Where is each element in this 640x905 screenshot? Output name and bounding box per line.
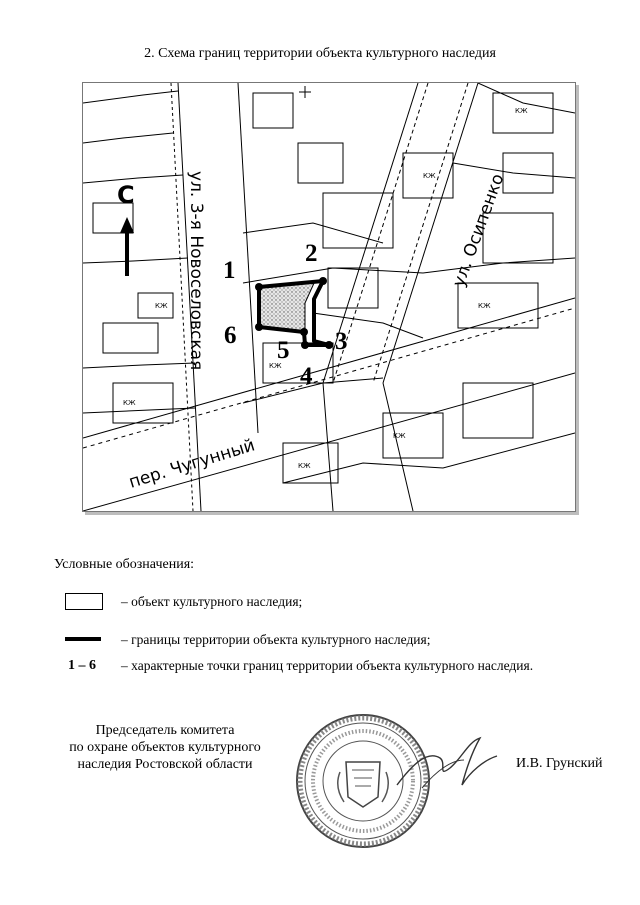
signer-name: И.В. Грунский	[516, 756, 603, 771]
legend-points-symbol: 1 – 6	[68, 658, 96, 673]
point-label-3: 3	[335, 328, 348, 355]
map-frame	[82, 82, 576, 512]
point-label-4: 4	[300, 363, 313, 390]
point-label-5: 5	[277, 337, 290, 364]
point-label-6: 6	[224, 322, 237, 349]
point-label-1: 1	[223, 257, 236, 284]
legend-object-text: – объект культурного наследия;	[121, 594, 303, 609]
svg-text:КЖ: КЖ	[393, 432, 406, 440]
heritage-object	[259, 281, 315, 333]
svg-text:КЖ: КЖ	[478, 302, 491, 310]
street-label-osipenko: ул. Осипенко	[448, 171, 509, 290]
svg-text:КЖ: КЖ	[298, 462, 311, 470]
handwritten-signature	[392, 730, 502, 800]
legend-boundary-text: – границы территории объекта культурного наследия;	[121, 632, 431, 647]
svg-text:КЖ: КЖ	[515, 107, 528, 115]
chairman-line-3: наследия Ростовской области	[77, 757, 253, 772]
svg-text:С: С	[117, 181, 135, 209]
cadastral-map	[83, 83, 575, 511]
chairman-line-2: по охране объектов культурного	[69, 740, 261, 755]
legend-boundary-symbol	[65, 637, 101, 641]
legend-object-symbol	[65, 593, 103, 610]
svg-text:КЖ: КЖ	[155, 302, 168, 310]
point-label-2: 2	[305, 240, 318, 267]
street-corridors	[83, 83, 575, 511]
svg-text:КЖ: КЖ	[269, 362, 282, 370]
legend-points-text: – характерные точки границ территории объекта культурного наследия.	[121, 658, 534, 673]
chairman-line-1: Председатель комитета	[95, 723, 235, 738]
chairman-title	[40, 722, 290, 773]
street-label-chugunny: пер. Чугунный	[126, 435, 258, 493]
street-label-novoselovskaya: ул. 3-я Новоселовская	[186, 171, 206, 371]
svg-text:КЖ: КЖ	[423, 172, 436, 180]
legend-title: Условные обозначения:	[54, 557, 195, 572]
page-title: 2. Схема границ территории объекта культурного наследия	[144, 46, 496, 61]
svg-text:КЖ: КЖ	[123, 399, 136, 407]
